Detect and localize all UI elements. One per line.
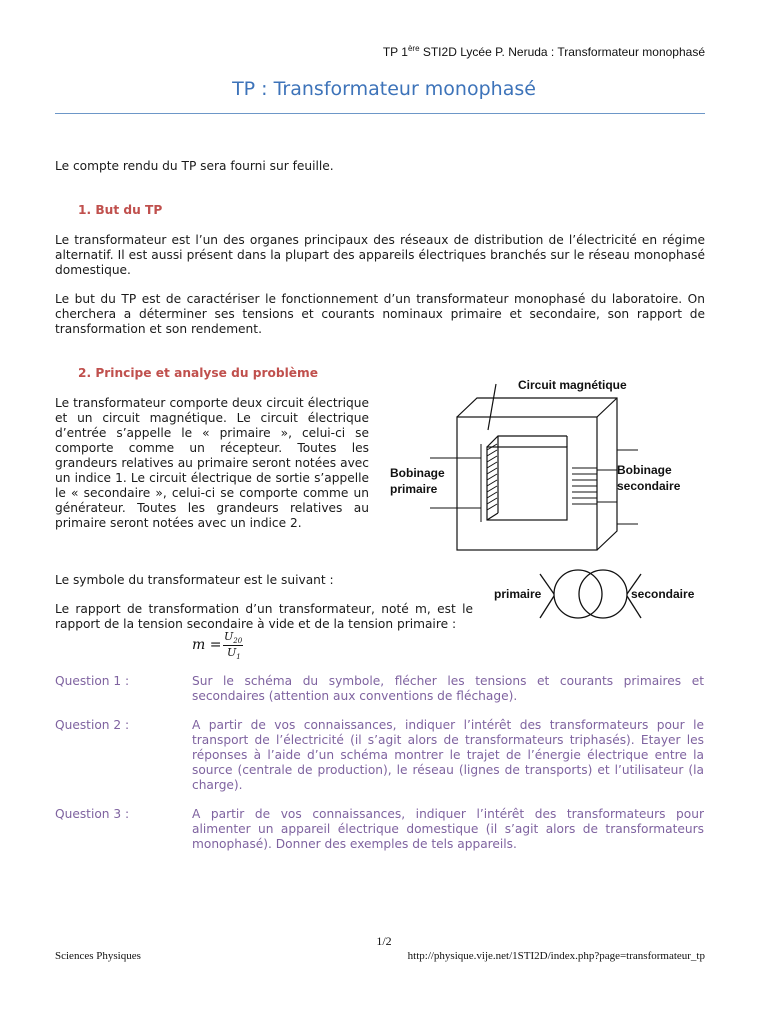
bobinage-primaire-label bbox=[390, 465, 445, 497]
formula-num-sub: 20 bbox=[233, 637, 243, 646]
circuit-magnetique-label: Circuit magnétique bbox=[518, 378, 627, 392]
page-title: TP : Transformateur monophasé bbox=[232, 78, 536, 100]
bobinage-secondaire-label bbox=[617, 462, 680, 494]
question-1-label: Question 1 : bbox=[55, 674, 130, 688]
bobinage-secondaire-line-2: secondaire bbox=[617, 479, 681, 493]
symbol-secondaire-label: secondaire bbox=[631, 587, 695, 601]
formula-lhs: m = bbox=[192, 637, 222, 653]
symbol-primaire-label: primaire bbox=[494, 587, 542, 601]
bobinage-primaire-line-1: Bobinage bbox=[390, 466, 445, 480]
secondary-coil-circle bbox=[579, 570, 627, 618]
formula-den-symbol: U bbox=[227, 646, 237, 659]
question-3-label: Question 3 : bbox=[55, 807, 130, 821]
header-superscript: ère bbox=[407, 44, 420, 53]
core-window-front bbox=[487, 447, 567, 520]
section-2-heading: 2. Principe et analyse du problème bbox=[78, 366, 319, 380]
bobinage-primaire-line-2: primaire bbox=[390, 482, 438, 496]
core-outer-front bbox=[457, 417, 597, 550]
footer-left: Sciences Physiques bbox=[55, 950, 141, 962]
header-prefix: TP 1 bbox=[382, 45, 408, 59]
footer-url: http://physique.vije.net/1STI2D/index.php?page=transformateur_tp bbox=[407, 950, 705, 962]
intro-text: Le compte rendu du TP sera fourni sur feuille. bbox=[55, 159, 334, 173]
formula-den-sub: 1 bbox=[236, 653, 241, 662]
bobinage-secondaire-line-1: Bobinage bbox=[617, 463, 672, 477]
ratio-text: Le rapport de transformation d’un transformateur, noté m, est le rapport de la tension secondaire à vide et de la tension primaire : bbox=[55, 602, 473, 631]
page-number: 1/2 bbox=[376, 934, 392, 948]
formula-numerator bbox=[224, 630, 242, 645]
primary-coil-circle bbox=[554, 570, 602, 618]
header-suffix: STI2D Lycée P. Neruda : Transformateur monophasé bbox=[419, 45, 705, 59]
formula-num-symbol: U bbox=[224, 630, 234, 643]
section-2-paragraph: Le transformateur comporte deux circuit électrique et un circuit magnétique. Le circuit électrique d’entrée s’appelle le « primaire », celui-ci se comporte comme un récepteur. Toutes les grandeurs relatives au primaire seront notées avec un indice 1. Le circuit électrique de sortie s’appelle le « secondaire », celui-ci se comporte comme un générateur. Toutes les grandeurs relatives au primaire seront notées avec un indice 2. bbox=[55, 396, 369, 530]
section-1-heading: 1. But du TP bbox=[78, 203, 163, 217]
title-divider bbox=[55, 113, 705, 114]
formula-denominator bbox=[227, 646, 241, 661]
symbol-intro-text: Le symbole du transformateur est le suivant : bbox=[55, 573, 334, 587]
question-2-text: A partir de vos connaissances, indiquer l’intérêt des transformateurs pour le transport de l’électricité (il s’agit alors de transformateurs triphasés). Etayer les réponses à l’aide d’un schéma montrer le trajet de l’énergie électrique entre la source (centrale de production), le réseau (lignes de transports) et l’utilisateur (la charge). bbox=[192, 718, 704, 792]
question-3-text: A partir de vos connaissances, indiquer l’intérêt des transformateurs pour alimenter un appareil électrique domestique (il s’agit alors de transformateurs monophasé). Donner des exemples de tels appareils. bbox=[192, 807, 704, 851]
running-header bbox=[383, 44, 705, 59]
section-1-paragraph-1: Le transformateur est l’un des organes principaux des réseaux de distribution de l’électricité en régime alternatif. Il est aussi présent dans la plupart des appareils électriques branchés sur le réseau monophasé domestique. bbox=[55, 233, 705, 277]
question-2-label: Question 2 : bbox=[55, 718, 130, 732]
section-1-paragraph-2: Le but du TP est de caractériser le fonctionnement d’un transformateur monophasé du laboratoire. On cherchera a déterminer ses tensions et courants nominaux primaire et secondaire, son rapport de transformation et son rendement. bbox=[55, 292, 705, 336]
question-1-text: Sur le schéma du symbole, flécher les tensions et courants primaires et secondaires (attention aux conventions de fléchage). bbox=[192, 674, 704, 703]
